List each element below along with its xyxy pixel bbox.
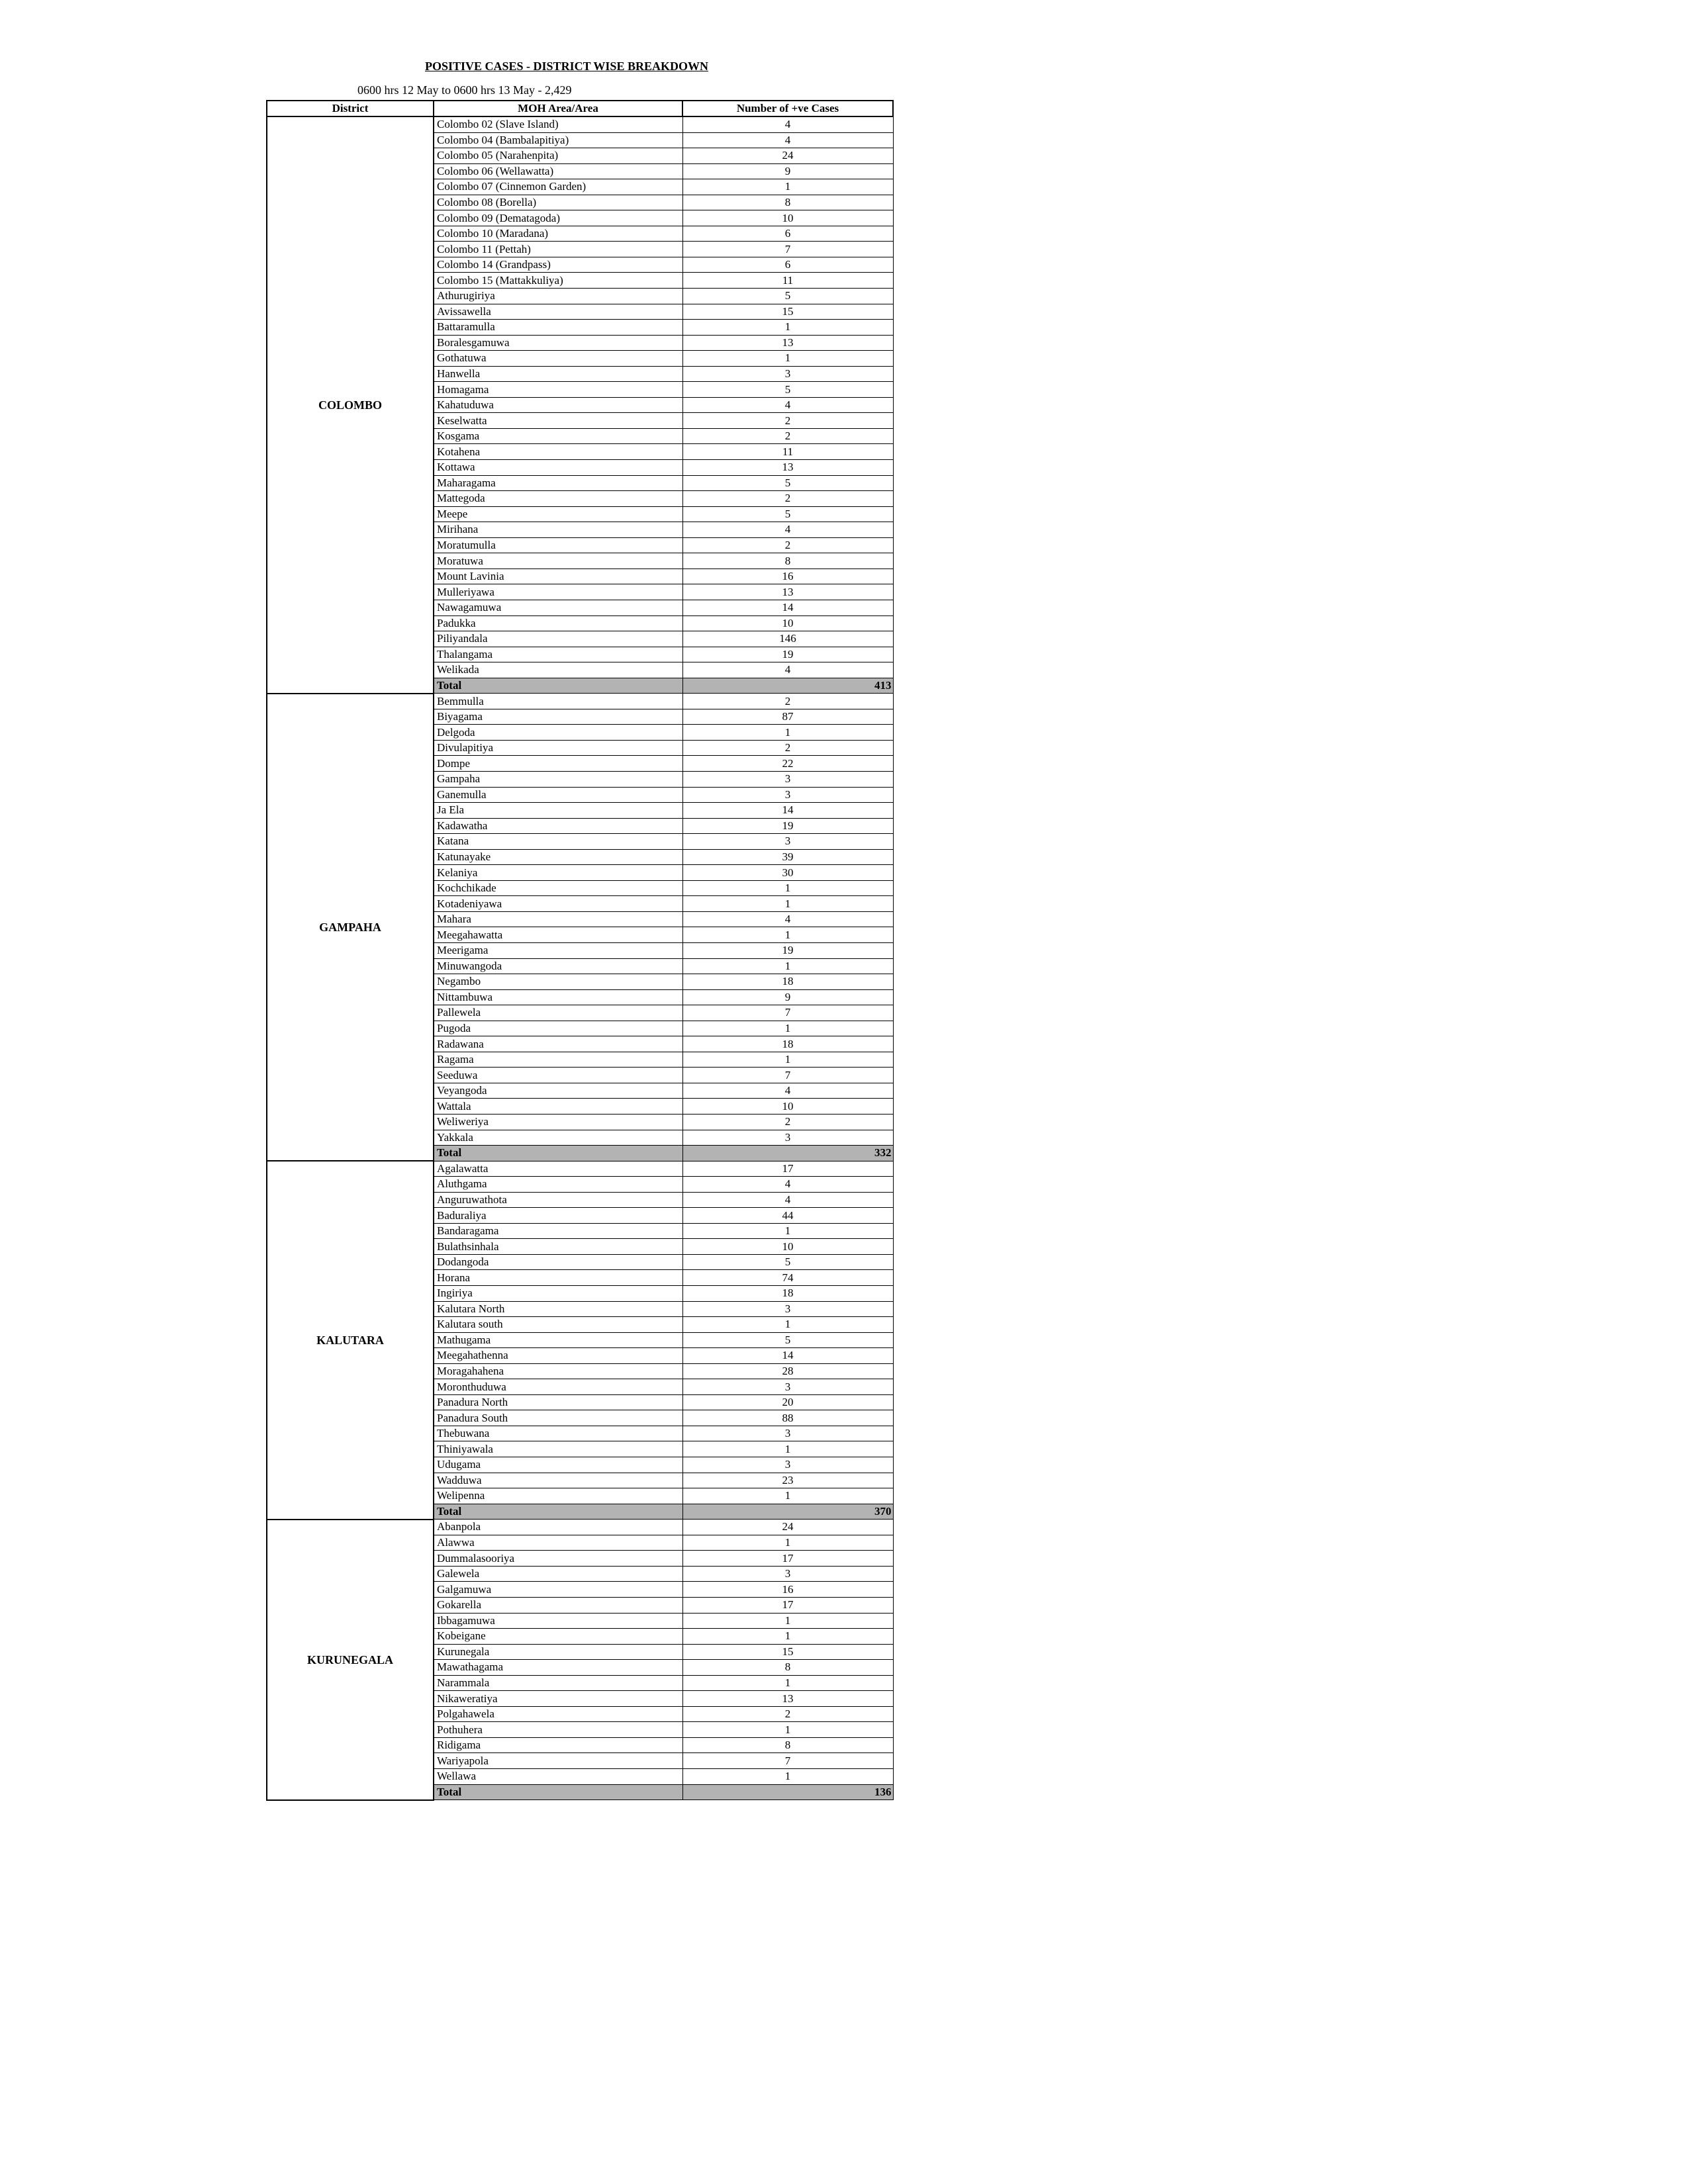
moh-area-cell: Galewela — [434, 1566, 682, 1582]
case-count-cell: 39 — [682, 849, 893, 865]
moh-area-cell: Colombo 06 (Wellawatta) — [434, 163, 682, 179]
case-count-cell: 10 — [682, 615, 893, 631]
case-count-cell: 4 — [682, 1083, 893, 1099]
moh-area-cell: Battaramulla — [434, 320, 682, 336]
case-count-cell: 8 — [682, 553, 893, 569]
case-count-cell: 1 — [682, 351, 893, 367]
case-count-cell: 88 — [682, 1410, 893, 1426]
case-count-cell: 5 — [682, 1332, 893, 1348]
case-count-cell: 4 — [682, 116, 893, 132]
moh-area-cell: Welikada — [434, 662, 682, 678]
moh-area-cell: Delgoda — [434, 725, 682, 741]
case-count-cell: 4 — [682, 662, 893, 678]
case-count-cell: 6 — [682, 226, 893, 242]
district-name: GAMPAHA — [267, 694, 434, 1161]
case-count-cell: 24 — [682, 148, 893, 164]
cases-column-header: Number of +ve Cases — [682, 101, 893, 116]
case-count-cell: 3 — [682, 1426, 893, 1441]
case-count-cell: 17 — [682, 1551, 893, 1567]
moh-area-cell: Ingiriya — [434, 1286, 682, 1302]
moh-area-cell: Gothatuwa — [434, 351, 682, 367]
moh-area-cell: Thiniyawala — [434, 1441, 682, 1457]
case-count-cell: 13 — [682, 335, 893, 351]
moh-area-cell: Baduraliya — [434, 1208, 682, 1224]
case-count-cell: 17 — [682, 1597, 893, 1613]
moh-area-cell: Horana — [434, 1270, 682, 1286]
case-count-cell: 3 — [682, 771, 893, 787]
moh-area-cell: Wadduwa — [434, 1473, 682, 1488]
case-count-cell: 1 — [682, 1613, 893, 1629]
moh-area-cell: Kosgama — [434, 428, 682, 444]
case-count-cell: 11 — [682, 273, 893, 289]
case-count-cell: 3 — [682, 834, 893, 850]
case-count-cell: 3 — [682, 787, 893, 803]
moh-area-cell: Mahara — [434, 911, 682, 927]
moh-area-cell: Gampaha — [434, 771, 682, 787]
moh-area-cell: Thalangama — [434, 647, 682, 662]
case-count-cell: 5 — [682, 289, 893, 304]
moh-area-cell: Moratumulla — [434, 537, 682, 553]
moh-area-cell: Piliyandala — [434, 631, 682, 647]
moh-area-cell: Colombo 14 (Grandpass) — [434, 257, 682, 273]
moh-area-cell: Weliweriya — [434, 1115, 682, 1130]
total-value: 370 — [682, 1504, 893, 1520]
moh-area-cell: Agalawatta — [434, 1161, 682, 1177]
table-row — [267, 1161, 893, 1177]
case-count-cell: 1 — [682, 1535, 893, 1551]
case-count-cell: 8 — [682, 195, 893, 210]
moh-area-cell: Wariyapola — [434, 1753, 682, 1769]
case-count-cell: 4 — [682, 397, 893, 413]
moh-area-cell: Kalutara North — [434, 1301, 682, 1317]
moh-area-cell: Homagama — [434, 382, 682, 398]
moh-area-cell: Mawathagama — [434, 1660, 682, 1676]
case-count-cell: 1 — [682, 1441, 893, 1457]
case-count-cell: 5 — [682, 1254, 893, 1270]
case-count-cell: 2 — [682, 1706, 893, 1722]
moh-area-cell: Panadura North — [434, 1394, 682, 1410]
case-count-cell: 1 — [682, 1768, 893, 1784]
case-count-cell: 2 — [682, 694, 893, 709]
case-count-cell: 15 — [682, 304, 893, 320]
case-count-cell: 1 — [682, 320, 893, 336]
moh-area-cell: Katana — [434, 834, 682, 850]
moh-area-cell: Kotahena — [434, 444, 682, 460]
moh-area-cell: Negambo — [434, 974, 682, 990]
moh-area-cell: Kadawatha — [434, 818, 682, 834]
moh-area-cell: Panadura South — [434, 1410, 682, 1426]
moh-area-cell: Colombo 02 (Slave Island) — [434, 116, 682, 132]
case-count-cell: 15 — [682, 1644, 893, 1660]
case-count-cell: 4 — [682, 522, 893, 538]
moh-area-cell: Nittambuwa — [434, 989, 682, 1005]
moh-area-cell: Narammala — [434, 1675, 682, 1691]
case-count-cell: 9 — [682, 989, 893, 1005]
moh-area-cell: Alawwa — [434, 1535, 682, 1551]
moh-area-cell: Colombo 10 (Maradana) — [434, 226, 682, 242]
moh-area-cell: Dompe — [434, 756, 682, 772]
moh-area-cell: Udugama — [434, 1457, 682, 1473]
moh-area-cell: Ibbagamuwa — [434, 1613, 682, 1629]
case-count-cell: 16 — [682, 1582, 893, 1598]
case-count-cell: 74 — [682, 1270, 893, 1286]
table-header-row — [267, 101, 893, 116]
moh-area-cell: Veyangoda — [434, 1083, 682, 1099]
total-label: Total — [434, 1784, 682, 1800]
moh-area-cell: Colombo 05 (Narahenpita) — [434, 148, 682, 164]
case-count-cell: 1 — [682, 880, 893, 896]
case-count-cell: 1 — [682, 1223, 893, 1239]
table-row — [267, 116, 893, 132]
moh-area-cell: Keselwatta — [434, 413, 682, 429]
moh-area-cell: Kochchikade — [434, 880, 682, 896]
case-count-cell: 8 — [682, 1660, 893, 1676]
case-count-cell: 4 — [682, 132, 893, 148]
moh-area-cell: Hanwella — [434, 366, 682, 382]
case-count-cell: 5 — [682, 382, 893, 398]
case-count-cell: 1 — [682, 1052, 893, 1068]
case-count-cell: 30 — [682, 865, 893, 881]
case-count-cell: 1 — [682, 1722, 893, 1738]
district-name: KURUNEGALA — [267, 1520, 434, 1800]
case-count-cell: 4 — [682, 911, 893, 927]
case-count-cell: 1 — [682, 1675, 893, 1691]
moh-area-cell: Anguruwathota — [434, 1192, 682, 1208]
moh-area-cell: Nikaweratiya — [434, 1691, 682, 1707]
moh-area-cell: Mattegoda — [434, 491, 682, 507]
moh-area-cell: Kotadeniyawa — [434, 896, 682, 912]
case-count-cell: 13 — [682, 460, 893, 476]
moh-area-cell: Bulathsinhala — [434, 1239, 682, 1255]
case-count-cell: 14 — [682, 600, 893, 615]
moh-area-cell: Radawana — [434, 1036, 682, 1052]
total-label: Total — [434, 1504, 682, 1520]
moh-area-cell: Meepe — [434, 506, 682, 522]
moh-area-cell: Boralesgamuwa — [434, 335, 682, 351]
moh-area-cell: Wattala — [434, 1099, 682, 1115]
case-count-cell: 13 — [682, 1691, 893, 1707]
moh-area-cell: Mathugama — [434, 1332, 682, 1348]
moh-area-cell: Welipenna — [434, 1488, 682, 1504]
moh-area-cell: Kurunegala — [434, 1644, 682, 1660]
moh-area-cell: Mount Lavinia — [434, 569, 682, 584]
case-count-cell: 1 — [682, 1317, 893, 1333]
case-count-cell: 87 — [682, 709, 893, 725]
moh-area-cell: Divulapitiya — [434, 740, 682, 756]
case-count-cell: 7 — [682, 1753, 893, 1769]
moh-area-cell: Kalutara south — [434, 1317, 682, 1333]
cases-table — [266, 100, 894, 1801]
case-count-cell: 3 — [682, 1379, 893, 1395]
total-value: 332 — [682, 1146, 893, 1161]
moh-area-cell: Colombo 11 (Pettah) — [434, 242, 682, 257]
moh-area-cell: Thebuwana — [434, 1426, 682, 1441]
case-count-cell: 1 — [682, 1021, 893, 1036]
case-count-cell: 1 — [682, 927, 893, 943]
moh-area-cell: Seeduwa — [434, 1068, 682, 1083]
moh-area-cell: Gokarella — [434, 1597, 682, 1613]
case-count-cell: 5 — [682, 506, 893, 522]
moh-area-cell: Kobeigane — [434, 1629, 682, 1645]
moh-area-cell: Meegahawatta — [434, 927, 682, 943]
moh-area-cell: Nawagamuwa — [434, 600, 682, 615]
case-count-cell: 3 — [682, 366, 893, 382]
case-count-cell: 3 — [682, 1301, 893, 1317]
moh-area-cell: Dummalasooriya — [434, 1551, 682, 1567]
case-count-cell: 6 — [682, 257, 893, 273]
case-count-cell: 17 — [682, 1161, 893, 1177]
moh-area-cell: Colombo 08 (Borella) — [434, 195, 682, 210]
moh-area-cell: Colombo 09 (Dematagoda) — [434, 210, 682, 226]
case-count-cell: 13 — [682, 584, 893, 600]
moh-area-cell: Dodangoda — [434, 1254, 682, 1270]
case-count-cell: 1 — [682, 179, 893, 195]
case-count-cell: 28 — [682, 1363, 893, 1379]
case-count-cell: 4 — [682, 1192, 893, 1208]
case-count-cell: 23 — [682, 1473, 893, 1488]
case-count-cell: 10 — [682, 1239, 893, 1255]
case-count-cell: 2 — [682, 428, 893, 444]
moh-area-cell: Wellawa — [434, 1768, 682, 1784]
moh-area-cell: Kelaniya — [434, 865, 682, 881]
moh-area-cell: Bemmulla — [434, 694, 682, 709]
case-count-cell: 14 — [682, 1348, 893, 1364]
case-count-cell: 10 — [682, 210, 893, 226]
case-count-cell: 11 — [682, 444, 893, 460]
case-count-cell: 19 — [682, 818, 893, 834]
case-count-cell: 1 — [682, 725, 893, 741]
case-count-cell: 3 — [682, 1566, 893, 1582]
moh-area-cell: Kottawa — [434, 460, 682, 476]
total-label: Total — [434, 678, 682, 694]
case-count-cell: 9 — [682, 163, 893, 179]
case-count-cell: 1 — [682, 1629, 893, 1645]
case-count-cell: 24 — [682, 1520, 893, 1535]
case-count-cell: 20 — [682, 1394, 893, 1410]
table-body — [267, 116, 893, 1800]
case-count-cell: 22 — [682, 756, 893, 772]
case-count-cell: 5 — [682, 475, 893, 491]
moh-area-cell: Katunayake — [434, 849, 682, 865]
case-count-cell: 3 — [682, 1130, 893, 1146]
moh-area-cell: Ganemulla — [434, 787, 682, 803]
case-count-cell: 2 — [682, 1115, 893, 1130]
moh-area-cell: Ragama — [434, 1052, 682, 1068]
district-name: COLOMBO — [267, 116, 434, 694]
moh-area-cell: Padukka — [434, 615, 682, 631]
moh-area-cell: Moratuwa — [434, 553, 682, 569]
moh-area-cell: Ja Ela — [434, 803, 682, 819]
case-count-cell: 18 — [682, 974, 893, 990]
moh-area-cell: Polgahawela — [434, 1706, 682, 1722]
document-title: POSITIVE CASES - DISTRICT WISE BREAKDOWN — [425, 60, 708, 73]
moh-area-cell: Mirihana — [434, 522, 682, 538]
moh-area-cell: Kahatuduwa — [434, 397, 682, 413]
moh-area-cell: Meegahathenna — [434, 1348, 682, 1364]
district-column-header: District — [267, 101, 434, 116]
moh-area-cell: Aluthgama — [434, 1177, 682, 1193]
moh-area-cell: Pallewela — [434, 1005, 682, 1021]
moh-area-column-header: MOH Area/Area — [434, 101, 682, 116]
moh-area-cell: Bandaragama — [434, 1223, 682, 1239]
case-count-cell: 7 — [682, 1005, 893, 1021]
moh-area-cell: Avissawella — [434, 304, 682, 320]
moh-area-cell: Mulleriyawa — [434, 584, 682, 600]
case-count-cell: 7 — [682, 1068, 893, 1083]
moh-area-cell: Moragahahena — [434, 1363, 682, 1379]
case-count-cell: 16 — [682, 569, 893, 584]
case-count-cell: 2 — [682, 537, 893, 553]
moh-area-cell: Abanpola — [434, 1520, 682, 1535]
case-count-cell: 18 — [682, 1286, 893, 1302]
moh-area-cell: Meerigama — [434, 942, 682, 958]
case-count-cell: 14 — [682, 803, 893, 819]
report-period: 0600 hrs 12 May to 0600 hrs 13 May - 2,429 — [357, 83, 572, 97]
moh-area-cell: Biyagama — [434, 709, 682, 725]
moh-area-cell: Pothuhera — [434, 1722, 682, 1738]
moh-area-cell: Ridigama — [434, 1737, 682, 1753]
case-count-cell: 8 — [682, 1737, 893, 1753]
total-label: Total — [434, 1146, 682, 1161]
table-row — [267, 694, 893, 709]
case-count-cell: 1 — [682, 958, 893, 974]
district-name: KALUTARA — [267, 1161, 434, 1520]
moh-area-cell: Maharagama — [434, 475, 682, 491]
moh-area-cell: Moronthuduwa — [434, 1379, 682, 1395]
moh-area-cell: Athurugiriya — [434, 289, 682, 304]
case-count-cell: 7 — [682, 242, 893, 257]
case-count-cell: 3 — [682, 1457, 893, 1473]
moh-area-cell: Yakkala — [434, 1130, 682, 1146]
case-count-cell: 2 — [682, 491, 893, 507]
moh-area-cell: Galgamuwa — [434, 1582, 682, 1598]
moh-area-cell: Colombo 04 (Bambalapitiya) — [434, 132, 682, 148]
case-count-cell: 2 — [682, 740, 893, 756]
moh-area-cell: Colombo 07 (Cinnemon Garden) — [434, 179, 682, 195]
case-count-cell: 4 — [682, 1177, 893, 1193]
case-count-cell: 146 — [682, 631, 893, 647]
case-count-cell: 1 — [682, 896, 893, 912]
case-count-cell: 19 — [682, 647, 893, 662]
total-value: 136 — [682, 1784, 893, 1800]
moh-area-cell: Colombo 15 (Mattakkuliya) — [434, 273, 682, 289]
case-count-cell: 19 — [682, 942, 893, 958]
moh-area-cell: Pugoda — [434, 1021, 682, 1036]
case-count-cell: 44 — [682, 1208, 893, 1224]
case-count-cell: 18 — [682, 1036, 893, 1052]
case-count-cell: 10 — [682, 1099, 893, 1115]
table-row — [267, 1520, 893, 1535]
moh-area-cell: Minuwangoda — [434, 958, 682, 974]
total-value: 413 — [682, 678, 893, 694]
case-count-cell: 2 — [682, 413, 893, 429]
case-count-cell: 1 — [682, 1488, 893, 1504]
